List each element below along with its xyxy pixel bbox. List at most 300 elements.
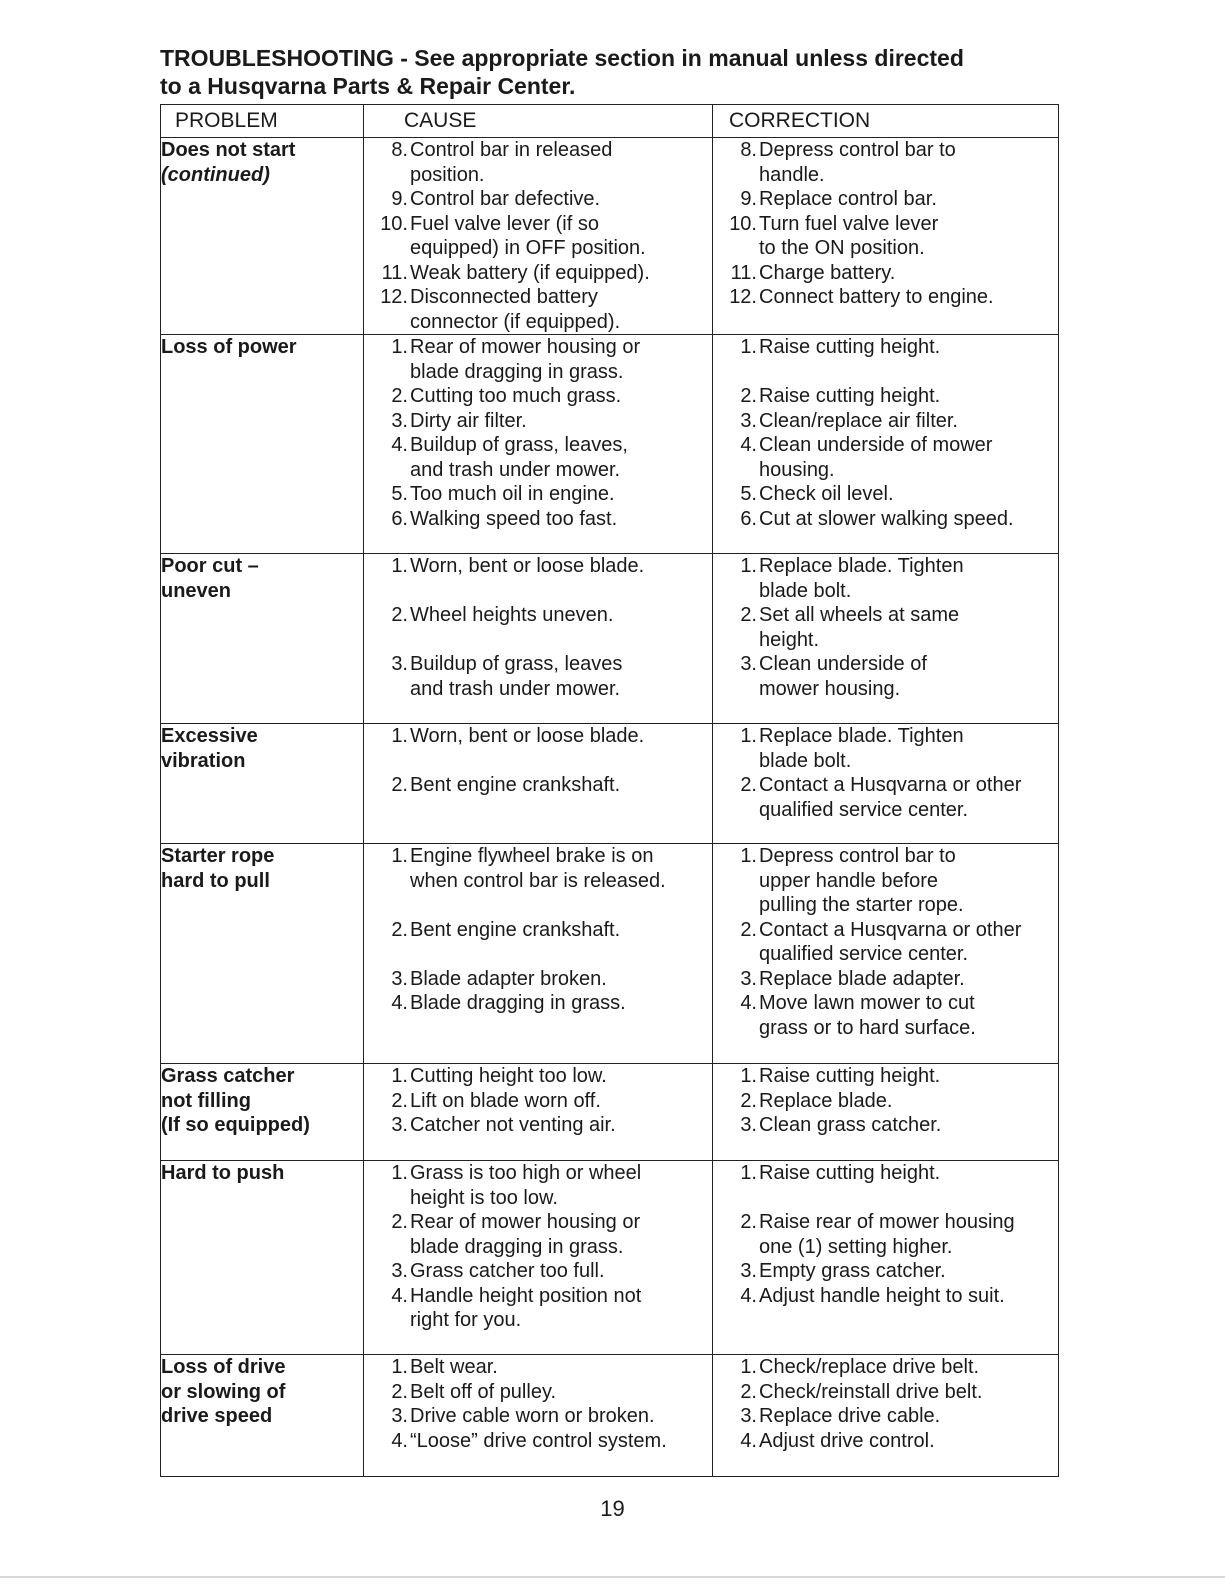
cause-item	[364, 1380, 712, 1405]
item-text	[410, 1259, 712, 1284]
item-number: 1.	[740, 555, 757, 577]
item-number: 4.	[740, 992, 757, 1014]
item-line: Catcher not venting air.	[410, 1114, 616, 1136]
correction-item	[713, 967, 1058, 992]
item-line: Set all wheels at same	[759, 604, 960, 626]
problem-cell	[161, 724, 364, 844]
item-line: Drive cable worn or broken.	[410, 1405, 655, 1427]
item-line: Belt wear.	[410, 1356, 498, 1378]
item-line: Raise rear of mower housing	[759, 1211, 1015, 1233]
item-number: 4.	[391, 1284, 408, 1307]
item-number: 4.	[740, 1284, 757, 1307]
cause-item	[364, 433, 712, 482]
cause-cell	[364, 1161, 713, 1355]
item-line: Connect battery to engine.	[759, 286, 994, 308]
item-text	[410, 212, 712, 261]
item-line: Contact a Husqvarna or other	[759, 774, 1022, 796]
item-text	[759, 1404, 1058, 1429]
item-number: 3.	[740, 967, 757, 990]
item-line: Depress control bar to	[759, 845, 956, 867]
item-number: 1.	[391, 845, 408, 867]
item-text	[759, 1355, 1058, 1380]
item-text	[759, 1429, 1058, 1454]
header-problem: PROBLEM	[161, 105, 364, 138]
item-line	[410, 942, 712, 967]
title-line-2: to a Husqvarna Parts & Repair Center.	[160, 73, 576, 99]
header-correction: CORRECTION	[713, 105, 1059, 138]
item-text	[410, 384, 712, 409]
correction-cell	[713, 1355, 1059, 1477]
item-line: Turn fuel valve lever	[759, 212, 939, 235]
correction-item	[713, 991, 1058, 1040]
correction-cell	[713, 1064, 1059, 1161]
item-number: 3.	[391, 1114, 408, 1136]
cause-item	[364, 1113, 712, 1138]
item-text	[759, 1380, 1058, 1405]
item-number: 1.	[740, 1162, 757, 1184]
correction-item	[713, 844, 1058, 918]
item-text	[759, 212, 1058, 261]
problem-text: hard to pull	[161, 869, 270, 892]
item-line: Grass catcher too full.	[410, 1260, 605, 1282]
item-text	[759, 409, 1058, 434]
correction-item	[713, 1113, 1058, 1138]
item-line: Raise cutting height.	[759, 1162, 941, 1184]
item-number: 1.	[391, 1162, 408, 1184]
cause-item	[364, 335, 712, 384]
item-number: 2.	[391, 918, 408, 941]
problem-cell	[161, 138, 364, 335]
item-line: Engine flywheel brake is on	[410, 845, 654, 867]
table-row	[161, 724, 1059, 844]
item-number: 11.	[730, 261, 757, 284]
cause-item	[364, 724, 712, 773]
item-number: 1.	[391, 555, 408, 577]
item-line: Replace drive cable.	[759, 1405, 941, 1427]
item-number: 2.	[391, 774, 408, 796]
item-line: Disconnected battery	[410, 286, 598, 308]
item-line: Raise cutting height.	[759, 336, 941, 358]
item-line: Belt off of pulley.	[410, 1380, 557, 1403]
item-line: Adjust drive control.	[759, 1429, 935, 1452]
item-number: 4.	[740, 434, 757, 456]
item-line: height is too low.	[410, 1186, 558, 1209]
item-text	[410, 482, 712, 507]
item-number: 3.	[740, 1114, 757, 1136]
item-text	[759, 1259, 1058, 1284]
correction-cell	[713, 1161, 1059, 1355]
item-line: height.	[759, 628, 820, 651]
cause-item	[364, 1089, 712, 1114]
item-text	[410, 1429, 712, 1454]
problem-text: Excessive	[161, 725, 258, 747]
item-line: pulling the starter rope.	[759, 894, 964, 916]
item-number: 3.	[391, 1260, 408, 1282]
item-line: Replace control bar.	[759, 188, 937, 210]
correction-item	[713, 554, 1058, 603]
item-number: 8.	[740, 139, 757, 161]
item-line	[410, 579, 712, 604]
correction-item	[713, 1064, 1058, 1089]
item-line: Move lawn mower to cut	[759, 992, 975, 1014]
item-number: 2.	[740, 918, 757, 941]
item-number: 2.	[391, 1211, 408, 1233]
item-number: 1.	[740, 1065, 757, 1087]
item-text	[410, 335, 712, 384]
item-line: Clean/replace air filter.	[759, 409, 958, 432]
problem-text: Loss of power	[161, 336, 297, 358]
item-line	[410, 893, 712, 918]
item-text	[410, 433, 712, 482]
item-line: Empty grass catcher.	[759, 1260, 946, 1282]
cause-item	[364, 1355, 712, 1380]
item-line: blade dragging in grass.	[410, 1235, 624, 1258]
item-number: 12.	[380, 286, 408, 308]
bottom-divider	[0, 1576, 1225, 1578]
item-line: Rear of mower housing or	[410, 336, 641, 358]
item-text	[410, 1210, 712, 1259]
item-text	[410, 603, 712, 652]
item-number: 2.	[740, 604, 757, 626]
item-text	[410, 138, 712, 187]
item-line: Cut at slower walking speed.	[759, 507, 1014, 530]
item-text	[410, 918, 712, 967]
item-line: Check oil level.	[759, 483, 894, 505]
item-text	[410, 261, 712, 286]
item-text	[410, 1064, 712, 1089]
table-row	[161, 1064, 1059, 1161]
troubleshooting-table	[160, 104, 1059, 1477]
item-number: 3.	[391, 967, 408, 990]
item-text	[759, 507, 1058, 532]
correction-cell	[713, 724, 1059, 844]
correction-item	[713, 1429, 1058, 1454]
item-line: Clean underside of	[759, 653, 927, 675]
problem-text: (If so equipped)	[161, 1114, 310, 1136]
correction-item	[713, 1380, 1058, 1405]
item-line	[759, 1186, 1058, 1211]
item-line: and trash under mower.	[410, 458, 621, 481]
item-number: 5.	[740, 483, 757, 505]
problem-cell	[161, 1064, 364, 1161]
item-number: 3.	[391, 653, 408, 675]
problem-text: Hard to push	[161, 1162, 285, 1184]
problem-cell	[161, 1161, 364, 1355]
cause-item	[364, 1064, 712, 1089]
item-text	[759, 773, 1058, 822]
item-line: position.	[410, 163, 485, 186]
item-line: Replace blade. Tighten	[759, 555, 964, 577]
item-line	[759, 360, 1058, 385]
item-number: 1.	[740, 336, 757, 358]
item-line: Raise cutting height.	[759, 385, 941, 407]
problem-text: Poor cut –	[161, 555, 259, 577]
cause-item	[364, 554, 712, 603]
problem-text: Grass catcher	[161, 1065, 295, 1087]
item-number: 4.	[391, 1429, 408, 1452]
correction-item	[713, 409, 1058, 434]
cause-item	[364, 285, 712, 334]
item-number: 4.	[391, 992, 408, 1014]
item-line: Blade dragging in grass.	[410, 992, 626, 1014]
item-line: “Loose” drive control system.	[410, 1429, 667, 1452]
item-line: Clean underside of mower	[759, 434, 993, 456]
header-cause: CAUSE	[364, 105, 713, 138]
item-number: 9.	[391, 188, 408, 210]
cause-item	[364, 187, 712, 212]
correction-cell	[713, 844, 1059, 1064]
item-line: blade dragging in grass.	[410, 360, 624, 383]
item-line: Lift on blade worn off.	[410, 1089, 601, 1112]
cause-item	[364, 1161, 712, 1210]
item-text	[410, 652, 712, 701]
correction-item	[713, 603, 1058, 652]
item-line: handle.	[759, 163, 825, 186]
item-line: qualified service center.	[759, 943, 969, 965]
item-number: 3.	[740, 653, 757, 675]
cause-item	[364, 384, 712, 409]
cause-cell	[364, 335, 713, 554]
item-text	[759, 138, 1058, 187]
item-text	[759, 482, 1058, 507]
item-number: 2.	[740, 1089, 757, 1112]
item-line: Control bar in released	[410, 139, 613, 161]
table-row	[161, 138, 1059, 335]
item-line: Worn, bent or loose blade.	[410, 725, 645, 747]
item-line: Clean grass catcher.	[759, 1114, 942, 1136]
table-row	[161, 554, 1059, 724]
item-line: upper handle before	[759, 869, 939, 892]
item-text	[410, 285, 712, 334]
cause-item	[364, 967, 712, 992]
item-line: Contact a Husqvarna or other	[759, 918, 1022, 941]
item-text	[759, 652, 1058, 701]
table-row	[161, 844, 1059, 1064]
item-line: and trash under mower.	[410, 677, 621, 700]
item-text	[410, 1380, 712, 1405]
cause-item	[364, 1284, 712, 1333]
correction-item	[713, 507, 1058, 532]
item-line: to the ON position.	[759, 237, 925, 259]
correction-item	[713, 724, 1058, 773]
correction-item	[713, 1355, 1058, 1380]
item-line: Buildup of grass, leaves	[410, 653, 623, 675]
item-line	[410, 749, 712, 774]
page-number: 19	[600, 1496, 625, 1521]
item-line: Raise cutting height.	[759, 1065, 941, 1087]
item-line: Replace blade adapter.	[759, 967, 965, 990]
item-line: qualified service center.	[759, 798, 969, 821]
item-number: 2.	[391, 385, 408, 407]
item-text	[759, 967, 1058, 992]
item-line	[410, 628, 712, 653]
item-number: 2.	[740, 774, 757, 796]
item-line: Handle height position not	[410, 1284, 642, 1307]
problem-text: not filling	[161, 1089, 251, 1112]
item-line: Replace blade. Tighten	[759, 725, 964, 747]
item-number: 12.	[729, 286, 757, 308]
problem-cell	[161, 335, 364, 554]
cause-item	[364, 773, 712, 798]
table-row	[161, 1355, 1059, 1477]
cause-item	[364, 1404, 712, 1429]
item-number: 3.	[740, 1260, 757, 1282]
item-number: 3.	[391, 409, 408, 432]
cause-cell	[364, 554, 713, 724]
item-text	[759, 724, 1058, 773]
correction-item	[713, 285, 1058, 310]
correction-item	[713, 187, 1058, 212]
item-line: blade bolt.	[759, 749, 852, 772]
cause-cell	[364, 138, 713, 335]
problem-cell	[161, 554, 364, 724]
item-line: Rear of mower housing or	[410, 1211, 641, 1233]
table-row	[161, 1161, 1059, 1355]
item-text	[410, 409, 712, 434]
item-number: 1.	[740, 845, 757, 867]
problem-text: Starter rope	[161, 845, 275, 867]
item-line: Cutting height too low.	[410, 1065, 607, 1087]
correction-cell	[713, 138, 1059, 335]
item-text	[759, 603, 1058, 652]
correction-item	[713, 918, 1058, 967]
cause-item	[364, 1210, 712, 1259]
item-text	[410, 967, 712, 992]
correction-item	[713, 773, 1058, 822]
correction-item	[713, 433, 1058, 482]
item-text	[759, 554, 1058, 603]
item-line: Bent engine crankshaft.	[410, 774, 621, 796]
item-number: 6.	[391, 507, 408, 530]
item-number: 1.	[391, 336, 408, 358]
item-text	[759, 285, 1058, 310]
item-line: Too much oil in engine.	[410, 483, 615, 505]
correction-item	[713, 1210, 1058, 1259]
item-text	[410, 1284, 712, 1333]
correction-item	[713, 335, 1058, 384]
item-number: 4.	[740, 1429, 757, 1452]
problem-text: Loss of drive	[161, 1356, 286, 1378]
item-text	[410, 187, 712, 212]
item-text	[759, 187, 1058, 212]
item-line: Dirty air filter.	[410, 409, 527, 432]
item-line: equipped) in OFF position.	[410, 237, 646, 259]
item-text	[410, 1089, 712, 1114]
item-text	[759, 918, 1058, 967]
correction-item	[713, 1259, 1058, 1284]
item-number: 3.	[391, 1405, 408, 1427]
item-line: Fuel valve lever (if so	[410, 212, 599, 235]
cause-cell	[364, 844, 713, 1064]
item-text	[410, 1161, 712, 1210]
item-text	[759, 1064, 1058, 1089]
item-text	[759, 844, 1058, 918]
item-text	[410, 507, 712, 532]
item-text	[759, 384, 1058, 409]
item-line: Weak battery (if equipped).	[410, 261, 650, 284]
correction-item	[713, 1089, 1058, 1114]
item-number: 6.	[740, 507, 757, 530]
item-line: Replace blade.	[759, 1089, 893, 1112]
item-number: 2.	[740, 1211, 757, 1233]
correction-item	[713, 138, 1058, 187]
problem-cell	[161, 844, 364, 1064]
item-number: 2.	[391, 1089, 408, 1112]
problem-text: drive speed	[161, 1405, 273, 1427]
item-line: Buildup of grass, leaves,	[410, 434, 628, 456]
item-line: connector (if equipped).	[410, 310, 621, 333]
item-line: Control bar defective.	[410, 188, 601, 210]
problem-text: (continued)	[161, 163, 270, 186]
cause-cell	[364, 1064, 713, 1161]
cause-item	[364, 261, 712, 286]
item-text	[759, 991, 1058, 1040]
cause-item	[364, 991, 712, 1016]
problem-cell	[161, 1355, 364, 1477]
item-line: Bent engine crankshaft.	[410, 918, 621, 941]
item-number: 10.	[729, 212, 757, 235]
problem-text: vibration	[161, 749, 246, 772]
correction-item	[713, 1404, 1058, 1429]
item-number: 2.	[391, 1380, 408, 1403]
cause-cell	[364, 724, 713, 844]
item-number: 8.	[391, 139, 408, 161]
item-text	[759, 1161, 1058, 1210]
item-number: 2.	[391, 604, 408, 626]
item-line: Depress control bar to	[759, 139, 956, 161]
item-line: Worn, bent or loose blade.	[410, 555, 645, 577]
item-text	[759, 335, 1058, 384]
item-number: 9.	[740, 188, 757, 210]
item-text	[759, 1284, 1058, 1309]
cause-cell	[364, 1355, 713, 1477]
header-row	[161, 105, 1059, 138]
cause-item	[364, 1429, 712, 1454]
item-text	[410, 1355, 712, 1380]
cause-item	[364, 138, 712, 187]
item-line: Check/replace drive belt.	[759, 1356, 980, 1378]
correction-item	[713, 384, 1058, 409]
item-number: 1.	[740, 1356, 757, 1378]
item-line: Charge battery.	[759, 261, 896, 284]
cause-item	[364, 507, 712, 532]
item-line: housing.	[759, 458, 835, 481]
cause-item	[364, 652, 712, 701]
item-text	[410, 773, 712, 798]
item-text	[410, 554, 712, 603]
item-number: 1.	[740, 725, 757, 747]
item-line: when control bar is released.	[410, 869, 666, 892]
cause-item	[364, 844, 712, 918]
item-line: blade bolt.	[759, 579, 852, 602]
item-number: 1.	[391, 725, 408, 747]
item-number: 3.	[740, 1405, 757, 1427]
item-line: mower housing.	[759, 677, 901, 700]
problem-text: Does not start	[161, 139, 296, 161]
item-text	[759, 1113, 1058, 1138]
correction-item	[713, 1161, 1058, 1210]
item-number: 2.	[740, 1380, 757, 1403]
item-text	[759, 1089, 1058, 1114]
item-text	[410, 991, 712, 1016]
problem-text: uneven	[161, 579, 232, 602]
item-number: 2.	[740, 385, 757, 407]
correction-cell	[713, 554, 1059, 724]
problem-text: or slowing of	[161, 1380, 286, 1403]
correction-item	[713, 261, 1058, 286]
item-text	[759, 1210, 1058, 1259]
item-line: Adjust handle height to suit.	[759, 1284, 1005, 1307]
